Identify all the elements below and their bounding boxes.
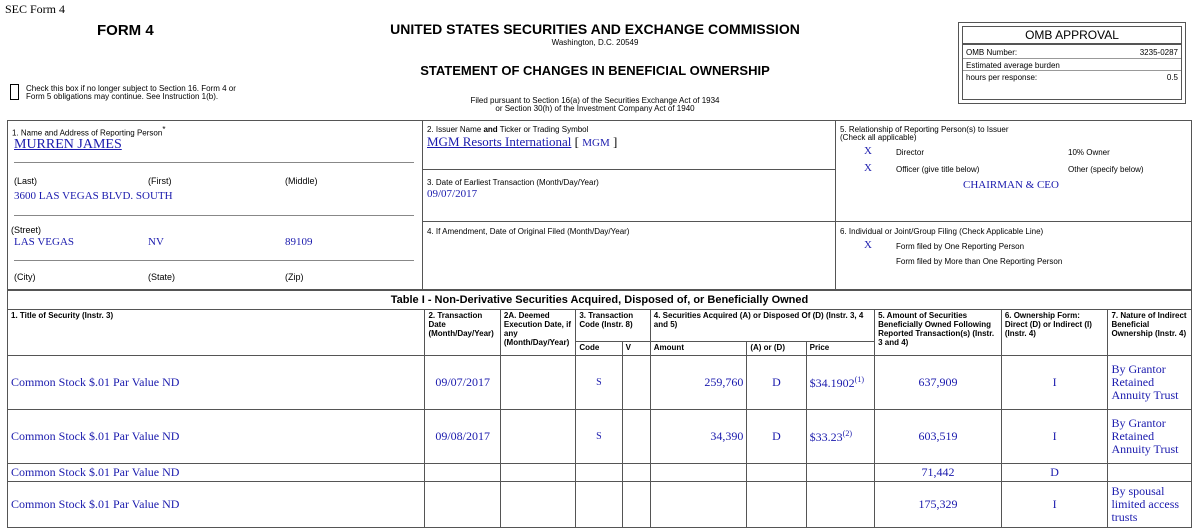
col-owned-header: 5. Amount of Securities Beneficially Owned Following Reported Transaction(s) (Instr. 3 and 4) — [875, 310, 1002, 356]
ownership-form: I — [1001, 356, 1108, 410]
table1 — [7, 309, 1192, 528]
table-row — [8, 464, 1192, 482]
transaction-date — [425, 464, 500, 482]
state-value: NV — [148, 236, 164, 248]
col-code-header: 3. Transaction Code (Instr. 8) — [576, 310, 650, 342]
amount: 259,760 — [650, 356, 747, 410]
officer-check[interactable]: X — [864, 162, 872, 174]
transaction-code — [576, 482, 622, 528]
v-cell — [622, 410, 650, 464]
last-label: (Last) — [14, 176, 38, 186]
price: $34.1902$^{(1)}$ — [806, 356, 874, 410]
price — [806, 464, 874, 482]
box3-label: 3. Date of Earliest Transaction (Month/Day/Year) — [427, 178, 599, 187]
filed-pursuant-1: Filed pursuant to Section 16(a) of the Securities Exchange Act of 1934 — [470, 96, 720, 105]
v-cell — [622, 482, 650, 528]
reporting-person-name[interactable]: MURREN JAMES — [14, 137, 122, 152]
deemed-date — [500, 410, 575, 464]
deemed-date — [500, 356, 575, 410]
col-date-header: 2. Transaction Date (Month/Day/Year) — [425, 310, 500, 356]
street-value: 3600 LAS VEGAS BLVD. SOUTH — [14, 190, 173, 202]
price: $33.23$^{(2)}$ — [806, 410, 874, 464]
omb-number-label: OMB Number: — [966, 48, 1018, 57]
ownership-form: I — [1001, 410, 1108, 464]
omb-burden-label-1: Estimated average burden — [966, 61, 1060, 70]
street-label: (Street) — [11, 225, 42, 235]
box2-label: 2. Issuer Name and Ticker or Trading Symbol — [427, 125, 589, 134]
agency-title: UNITED STATES SECURITIES AND EXCHANGE COMMISSION — [390, 21, 800, 37]
security-title: Common Stock $.01 Par Value ND — [8, 356, 425, 410]
transaction-date: 09/08/2017 — [425, 410, 500, 464]
director-label: Director — [896, 148, 925, 157]
transaction-date: 09/07/2017 — [425, 356, 500, 410]
omb-title: OMB APPROVAL — [962, 26, 1182, 44]
zip-label: (Zip) — [285, 272, 304, 282]
box4-label: 4. If Amendment, Date of Original Filed (Month/Day/Year) — [427, 227, 630, 236]
box6-label: 6. Individual or Joint/Group Filing (Check Applicable Line) — [840, 227, 1044, 236]
amount — [650, 464, 747, 482]
price — [806, 482, 874, 528]
earliest-transaction-date: 09/07/2017 — [427, 188, 478, 200]
deemed-date — [500, 482, 575, 528]
table1-title-bar — [7, 290, 1192, 310]
one-person-check[interactable]: X — [864, 239, 872, 251]
zip-value: 89109 — [285, 236, 313, 248]
sub-v-header: V — [622, 342, 650, 356]
state-label: (State) — [148, 272, 176, 282]
middle-label: (Middle) — [285, 176, 318, 186]
transaction-code: S — [576, 356, 622, 410]
amount-owned: 175,329 — [875, 482, 1002, 528]
col-acquired-header: 4. Securities Acquired (A) or Disposed Of (D) (Instr. 3, 4 and 5) — [650, 310, 874, 342]
table-row — [8, 410, 1192, 464]
agency-city: Washington, D.C. 20549 — [551, 38, 639, 47]
box1-label: 1. Name and Address of Reporting Person* — [12, 125, 166, 138]
amount-owned: 603,519 — [875, 410, 1002, 464]
amount-owned: 637,909 — [875, 356, 1002, 410]
checkbox-text-2: Form 5 obligations may continue. See Instruction 1(b). — [26, 92, 219, 101]
sub-amount-header: Amount — [650, 342, 747, 356]
table-row — [8, 356, 1192, 410]
box5-label-2: (Check all applicable) — [840, 133, 917, 142]
a-or-d: D — [747, 410, 806, 464]
officer-label: Officer (give title below) — [896, 165, 980, 174]
issuer-name: MGM Resorts International [ MGM ] — [427, 134, 618, 149]
director-check[interactable]: X — [864, 145, 872, 157]
footnote-link[interactable]: (1) — [854, 374, 864, 384]
omb-approval-box — [958, 22, 1186, 104]
a-or-d — [747, 464, 806, 482]
amount-owned: 71,442 — [875, 464, 1002, 482]
issuer-link[interactable]: MGM Resorts International — [427, 134, 572, 149]
ten-pct-owner-label: 10% Owner — [1068, 148, 1110, 157]
table-row — [8, 482, 1192, 528]
amount: 34,390 — [650, 410, 747, 464]
amount — [650, 482, 747, 528]
a-or-d: D — [747, 356, 806, 410]
sub-code-header: Code — [576, 342, 622, 356]
security-title: Common Stock $.01 Par Value ND — [8, 482, 425, 528]
other-label: Other (specify below) — [1068, 165, 1144, 174]
sub-price-header: Price — [806, 342, 874, 356]
nature-of-ownership: By Grantor Retained Annuity Trust — [1108, 356, 1192, 410]
col-title-header: 1. Title of Security (Instr. 3) — [8, 310, 425, 356]
v-cell — [622, 464, 650, 482]
col-deemed-header: 2A. Deemed Execution Date, if any (Month/Day/Year) — [500, 310, 575, 356]
transaction-code: S — [576, 410, 622, 464]
a-or-d — [747, 482, 806, 528]
city-label: (City) — [14, 272, 36, 282]
form-number: FORM 4 — [97, 22, 154, 39]
deemed-date — [500, 464, 575, 482]
nature-of-ownership — [1108, 464, 1192, 482]
omb-number: 3235-0287 — [1139, 48, 1178, 57]
v-cell — [622, 356, 650, 410]
ownership-form: D — [1001, 464, 1108, 482]
footnote-link[interactable]: (2) — [842, 428, 852, 438]
ticker-link[interactable]: MGM — [582, 137, 610, 149]
ownership-form: I — [1001, 482, 1108, 528]
officer-title: CHAIRMAN & CEO — [963, 179, 1059, 191]
one-person-label: Form filed by One Reporting Person — [896, 242, 1025, 251]
city-value: LAS VEGAS — [14, 236, 75, 248]
omb-burden-label-2: hours per response: — [966, 73, 1038, 82]
omb-burden: 0.5 — [1166, 73, 1178, 82]
col-form-header: 6. Ownership Form: Direct (D) or Indirect (I) (Instr. 4) — [1001, 310, 1108, 356]
box5-label-1: 5. Relationship of Reporting Person(s) to Issuer — [840, 125, 1009, 134]
sub-aord-header: (A) or (D) — [747, 342, 806, 356]
section16-checkbox[interactable] — [10, 84, 19, 100]
statement-title: STATEMENT OF CHANGES IN BENEFICIAL OWNERSHIP — [420, 63, 770, 78]
filed-pursuant-2: or Section 30(h) of the Investment Company Act of 1940 — [495, 104, 695, 113]
sec-form-label: SEC Form 4 — [5, 2, 66, 16]
security-title: Common Stock $.01 Par Value ND — [8, 464, 425, 482]
nature-of-ownership: By spousal limited access trusts — [1108, 482, 1192, 528]
table1-title: Table I - Non-Derivative Securities Acquired, Disposed of, or Beneficially Owned — [390, 294, 809, 306]
first-label: (First) — [148, 176, 172, 186]
transaction-date — [425, 482, 500, 528]
nature-of-ownership: By Grantor Retained Annuity Trust — [1108, 410, 1192, 464]
transaction-code — [576, 464, 622, 482]
col-nature-header: 7. Nature of Indirect Beneficial Ownership (Instr. 4) — [1108, 310, 1192, 356]
checkbox-text-1: Check this box if no longer subject to Section 16. Form 4 or — [26, 84, 236, 93]
more-persons-label: Form filed by More than One Reporting Person — [896, 257, 1063, 266]
security-title: Common Stock $.01 Par Value ND — [8, 410, 425, 464]
